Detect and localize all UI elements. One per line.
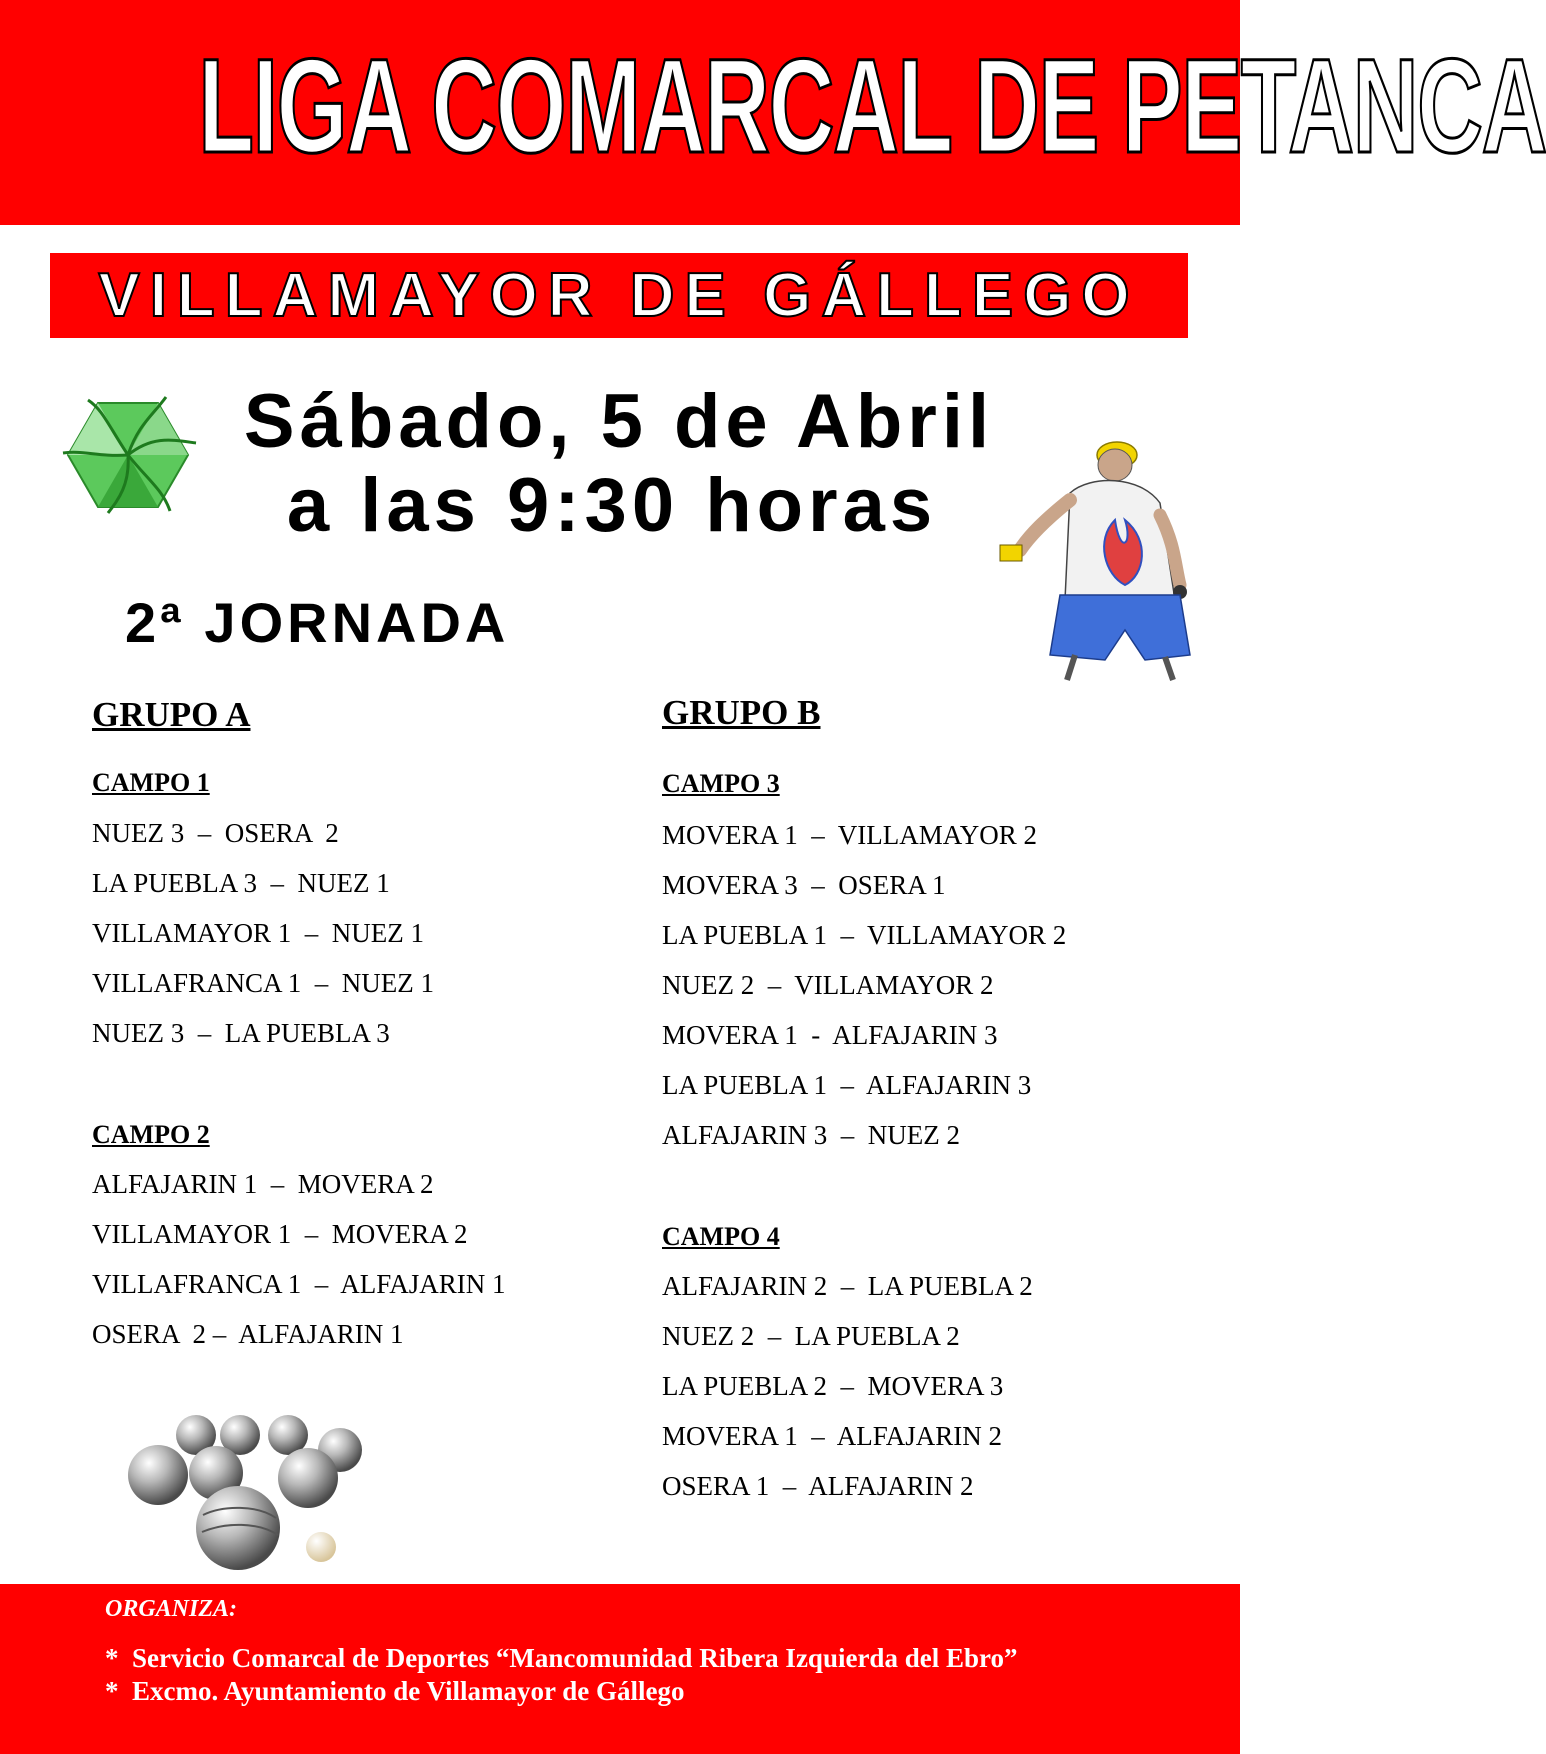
organizer-label: ORGANIZA: <box>105 1596 238 1622</box>
match-item: NUEZ 2 – LA PUEBLA 2 <box>662 1321 960 1351</box>
match-item: ALFAJARIN 2 – LA PUEBLA 2 <box>662 1271 1033 1301</box>
match-item: VILLAMAYOR 1 – NUEZ 1 <box>92 918 424 948</box>
match-item: VILLAFRANCA 1 – NUEZ 1 <box>92 968 434 998</box>
campo-1-title: CAMPO 1 <box>92 768 210 797</box>
match-item: NUEZ 3 – OSERA 2 <box>92 818 339 848</box>
match-item: OSERA 1 – ALFAJARIN 2 <box>662 1471 974 1501</box>
event-time: a las 9:30 horas <box>286 463 938 548</box>
match-item: LA PUEBLA 2 – MOVERA 3 <box>662 1371 1004 1401</box>
campo-2-title: CAMPO 2 <box>92 1120 210 1149</box>
group-b-title: GRUPO B <box>662 693 821 732</box>
campo-3-title: CAMPO 3 <box>662 769 780 798</box>
event-date: Sábado, 5 de Abril <box>243 379 995 464</box>
match-item: MOVERA 1 – ALFAJARIN 2 <box>662 1421 1003 1451</box>
organizer-line: * Servicio Comarcal de Deportes “Mancomunidad Ribera Izquierda del Ebro” <box>105 1643 1018 1673</box>
match-item: VILLAMAYOR 1 – MOVERA 2 <box>92 1219 468 1249</box>
match-item: ALFAJARIN 3 – NUEZ 2 <box>662 1120 960 1150</box>
match-item: LA PUEBLA 3 – NUEZ 1 <box>92 868 390 898</box>
location-title: VILLAMAYOR DE GÁLLEGO <box>98 261 1140 330</box>
group-a-title: GRUPO A <box>92 695 251 734</box>
page-title: LIGA COMARCAL DE PETANCA <box>198 32 1546 181</box>
petanque-balls-illustration <box>118 1410 373 1585</box>
match-item: MOVERA 1 - ALFAJARIN 3 <box>662 1020 998 1050</box>
match-item: MOVERA 1 – VILLAMAYOR 2 <box>662 820 1038 850</box>
match-item: NUEZ 2 – VILLAMAYOR 2 <box>662 970 994 1000</box>
organizer-line: * Excmo. Ayuntamiento de Villamayor de Gállego <box>105 1676 685 1706</box>
campo-4-title: CAMPO 4 <box>662 1222 780 1251</box>
match-item: VILLAFRANCA 1 – ALFAJARIN 1 <box>92 1269 506 1299</box>
match-item: LA PUEBLA 1 – ALFAJARIN 3 <box>662 1070 1032 1100</box>
match-item: NUEZ 3 – LA PUEBLA 3 <box>92 1018 390 1048</box>
match-item: LA PUEBLA 1 – VILLAMAYOR 2 <box>662 920 1067 950</box>
match-item: OSERA 2 – ALFAJARIN 1 <box>92 1319 404 1349</box>
match-item: ALFAJARIN 1 – MOVERA 2 <box>92 1169 434 1199</box>
match-item: MOVERA 3 – OSERA 1 <box>662 870 946 900</box>
round-title: 2ª JORNADA <box>125 591 510 654</box>
petanque-player-illustration <box>975 425 1200 685</box>
